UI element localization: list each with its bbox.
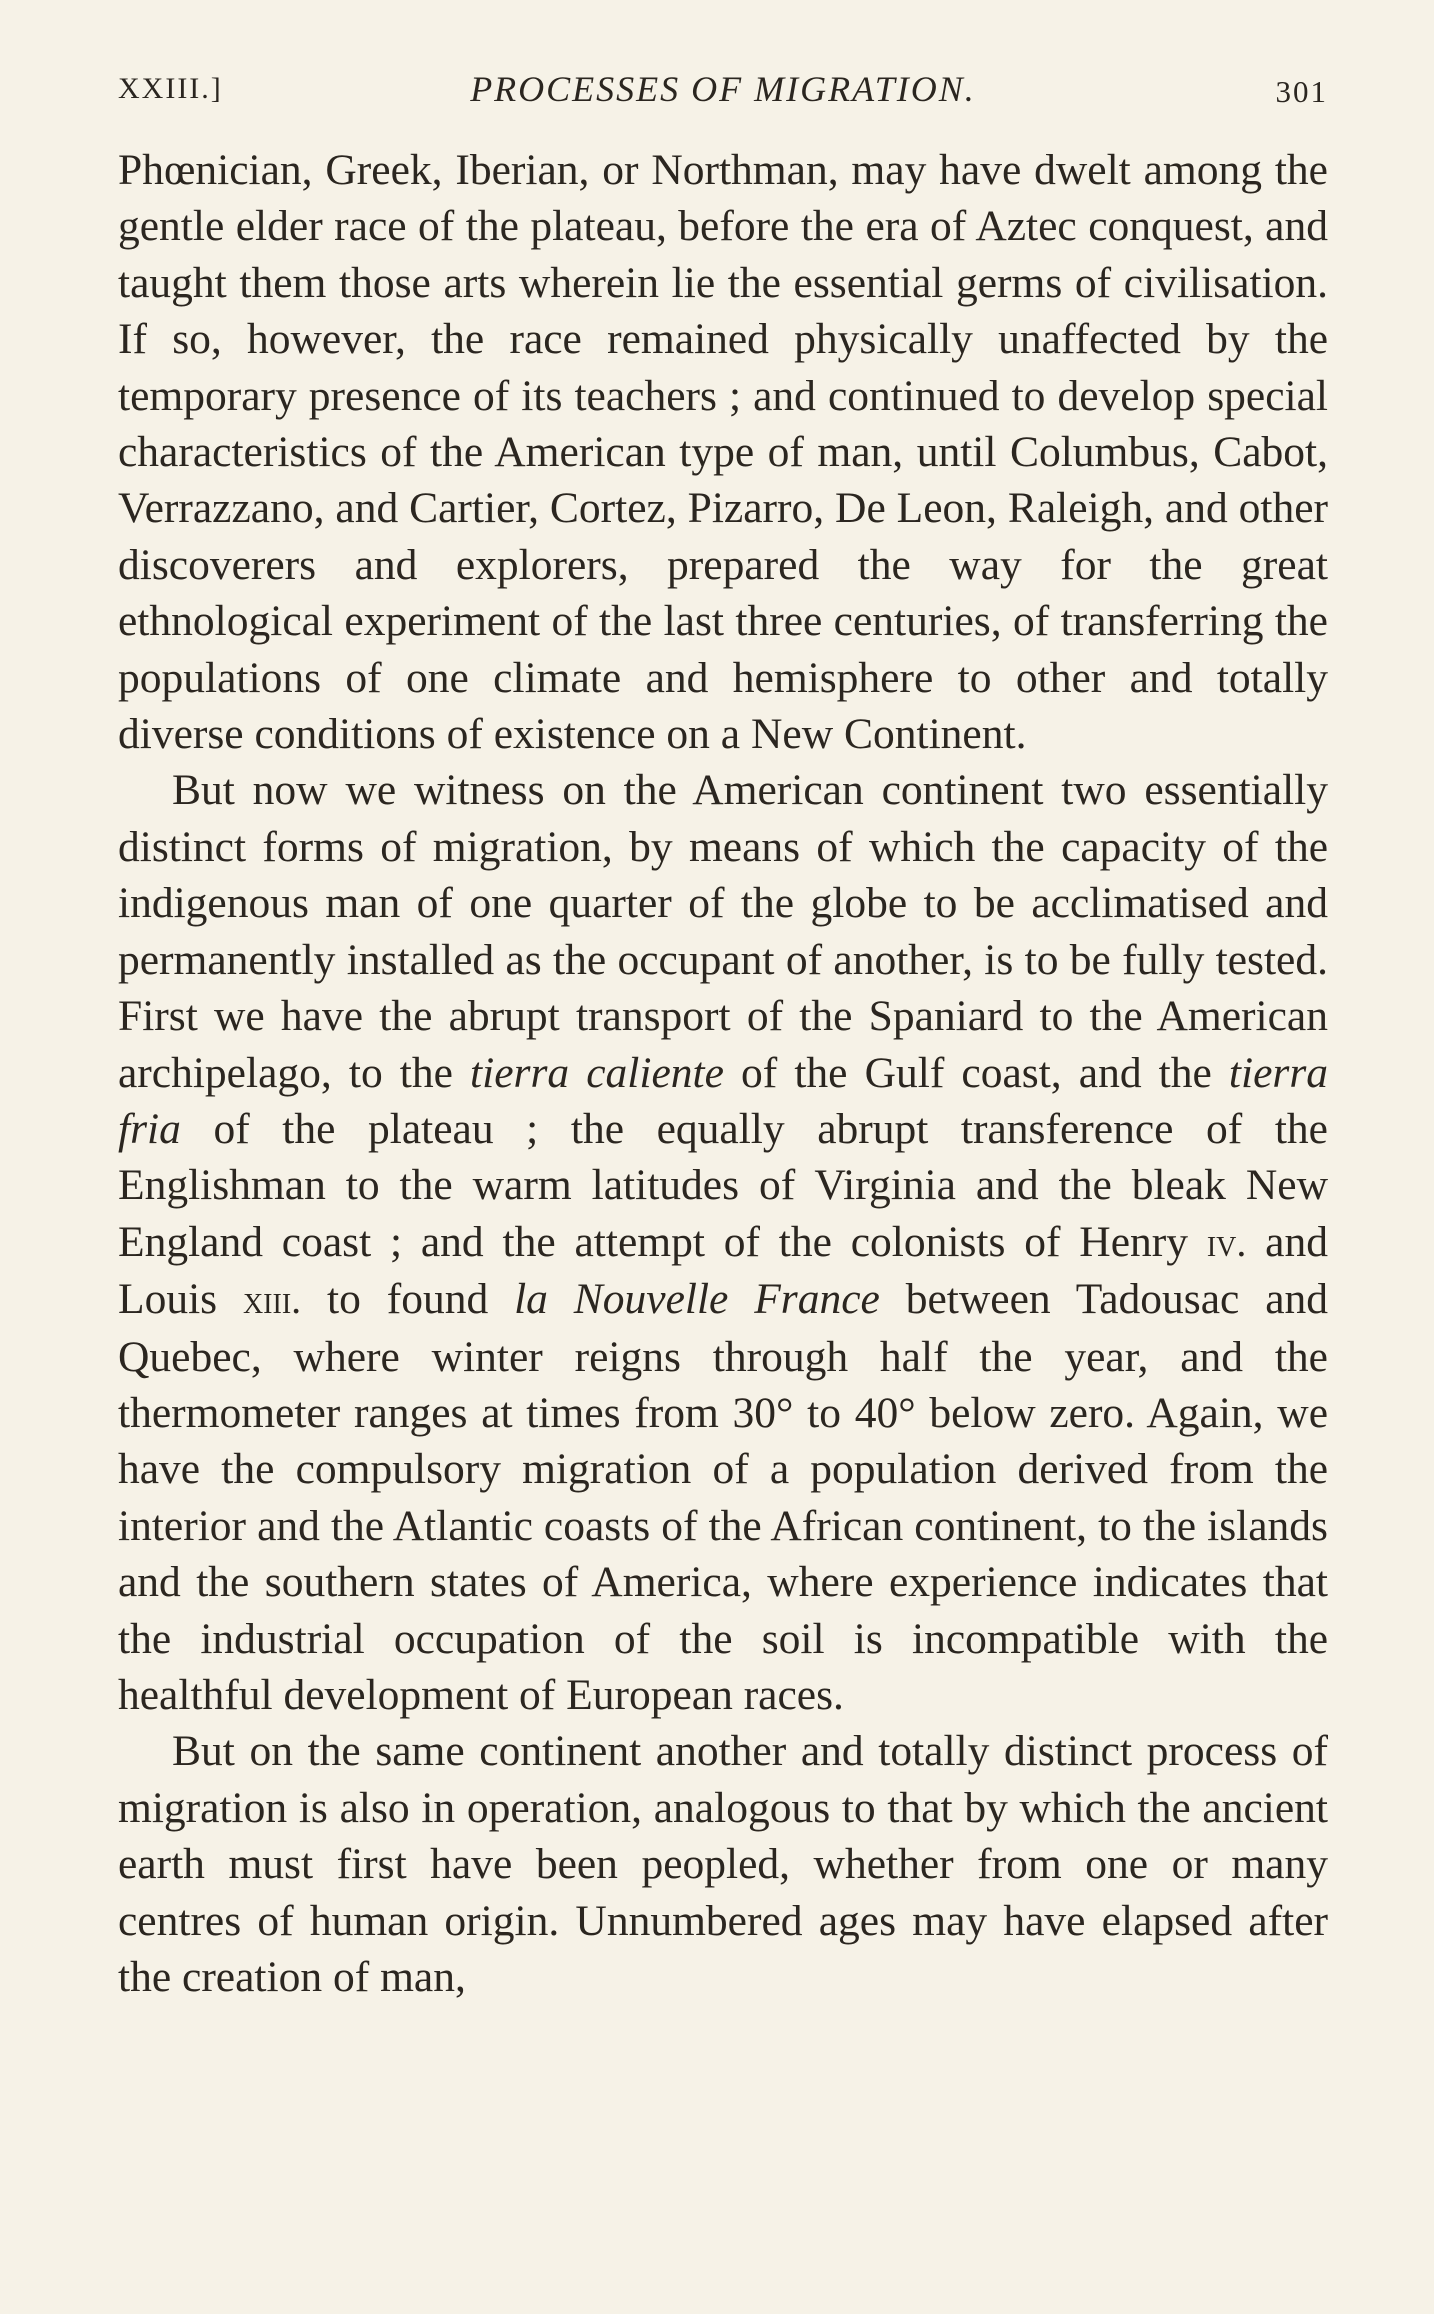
text-segment: between Tadousac and Quebec, where winter reigns through half the year, and the thermometer ranges at times from 30° to 40° below zero. Again, we have the compulsory migration of a population derived from the interior and the Atlantic coasts of the African continent, to the islands and the southern states of America, where experience indicates that the industrial occupation of the soil is incompatible with the healthful development of European races. <box>118 1275 1328 1719</box>
italic-text: la Nouvelle France <box>514 1275 880 1324</box>
small-caps-text: xiii. <box>242 1277 302 1323</box>
italic-text: tierra fria <box>118 1048 1328 1153</box>
running-title: PROCESSES OF MIGRATION. <box>470 69 976 109</box>
text-segment: of the Gulf coast, and the <box>723 1048 1229 1097</box>
text-segment: and Louis <box>118 1217 1328 1324</box>
paragraph-2 <box>118 762 1328 1723</box>
text-segment: But now we witness on the American continent two essentially distinct forms of migration, by means of which the capacity of the indigenous man of one quarter of the globe to be acclimatised and permanently installed as the occupant of another, is to be fully tested. First we have the abrupt transport of the Spaniard to the American archipelago, to the <box>118 766 1328 1097</box>
text-segment: But on the same continent another and totally distinct process of migration is also in operation, analogous to that by which the ancient earth must first have been peopled, whether from one or many centres of human origin. Unnumbered ages may have elapsed after the creation of man, <box>118 1727 1328 2001</box>
text-segment: to found <box>301 1275 515 1324</box>
text-segment: Phœnician, Greek, Iberian, or Northman, may have dwelt among the gentle elder race of the plateau, before the era of Aztec conquest, and taught them those arts wherein lie the essential germs of civilisation. If so, however, the race remained physically unaffected by the temporary presence of its teachers ; and continued to develop special characteristics of the American type of man, until Columbus, Cabot, Verrazzano, and Cartier, Cortez, Pizarro, De Leon, Raleigh, and other discoverers and explorers, prepared the way for the great ethnological experiment of the last three centuries, of transferring the populations of one climate and hemisphere to other and totally diverse conditions of existence on a New Continent. <box>118 146 1328 759</box>
body-text <box>118 142 1328 2005</box>
italic-text: tierra caliente <box>470 1048 724 1097</box>
paragraph-3 <box>118 1723 1328 2005</box>
paragraph-1 <box>118 142 1328 762</box>
running-head <box>118 64 1328 124</box>
page-number: 301 <box>1275 74 1328 109</box>
chapter-number: XXIII.] <box>118 72 223 105</box>
small-caps-text: iv. <box>1206 1219 1247 1265</box>
text-segment: of the plateau ; the equally abrupt transference of the Englishman to the warm latitudes of Virginia and the bleak New England coast ; and the attempt of the colonists of Henry <box>118 1104 1328 1266</box>
